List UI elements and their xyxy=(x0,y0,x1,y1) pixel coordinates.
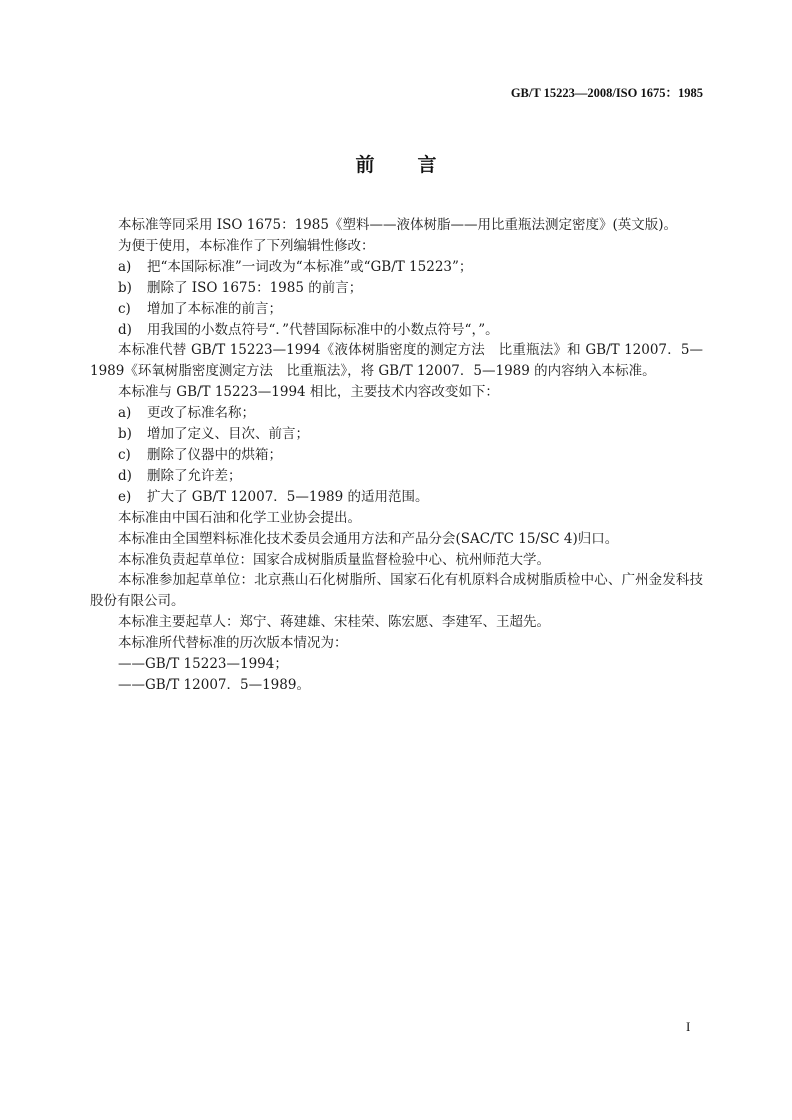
foreword-body xyxy=(90,215,703,696)
list-item-text: 用我国的小数点符号“．”代替国际标准中的小数点符号“，”。 xyxy=(147,321,499,338)
list-item-text: 删除了允许差； xyxy=(147,467,242,484)
proposed-by-paragraph: 本标准由中国石油和化学工业协会提出。 xyxy=(118,509,361,526)
list-item-label: a) xyxy=(118,405,132,422)
list-item xyxy=(90,257,703,278)
page-number: I xyxy=(686,1019,691,1034)
list-item xyxy=(90,278,703,299)
history-item: ——GB/T 15223—1994； xyxy=(118,656,288,673)
list-item-label: a) xyxy=(118,258,132,275)
list-item xyxy=(90,299,703,320)
drafters-paragraph: 本标准主要起草人：郑宁、蒋建雄、宋桂荣、陈宏愿、李建军、王超先。 xyxy=(118,614,550,631)
list-item-text: 增加了定义、目次、前言； xyxy=(147,426,309,443)
standard-code-header: GB/T 15223—2008/ISO 1675：1985 xyxy=(510,86,703,100)
list-item xyxy=(90,403,703,424)
adoption-paragraph: 本标准等同采用 ISO 1675：1985《塑料——液体树脂——用比重瓶法测定密度》(英文版)。 xyxy=(118,217,677,233)
changes-note-paragraph: 本标准与 GB/T 15223—1994 相比，主要技术内容改变如下： xyxy=(118,384,499,401)
list-item xyxy=(90,445,703,466)
list-item xyxy=(90,320,703,341)
list-item-label: d) xyxy=(118,321,132,338)
history-item: ——GB/T 12007．5—1989。 xyxy=(118,676,310,693)
replacement-paragraph: 本标准代替 GB/T 15223—1994《液体树脂密度的测定方法 比重瓶法》和 GB/T 12007．5—1989《环氧树脂密度测定方法 比重瓶法》，将 GB/T 12007．5—1989 的内容纳入本标准。 xyxy=(90,342,703,380)
list-item-label: e) xyxy=(118,488,132,505)
foreword-title: 前 言 xyxy=(355,154,449,176)
list-item-text: 更改了标准名称； xyxy=(147,405,255,422)
list-item xyxy=(90,487,703,508)
list-item-label: b) xyxy=(118,279,132,296)
list-item-text: 增加了本标准的前言； xyxy=(147,300,282,317)
edit-note-paragraph: 为便于使用，本标准作了下列编辑性修改： xyxy=(118,237,375,254)
list-item-label: c) xyxy=(118,300,131,317)
list-item-text: 删除了 ISO 1675：1985 的前言； xyxy=(147,279,363,296)
history-note-paragraph: 本标准所代替标准的历次版本情况为： xyxy=(118,635,348,652)
list-item-label: d) xyxy=(118,467,132,484)
list-item-text: 把“本国际标准”一词改为“本标准”或“GB/T 15223”； xyxy=(147,258,473,275)
managed-by-paragraph: 本标准由全国塑料标准化技术委员会通用方法和产品分会(SAC/TC 15/SC 4)归口。 xyxy=(118,530,619,547)
list-item-label: c) xyxy=(118,446,131,463)
list-item-text: 删除了仪器中的烘箱； xyxy=(147,446,282,463)
list-item-text: 扩大了 GB/T 12007．5—1989 的适用范围。 xyxy=(147,488,429,505)
participating-units-paragraph: 本标准参加起草单位：北京燕山石化树脂所、国家石化有机原料合成树脂质检中心、广州金发科技股份有限公司。 xyxy=(90,572,703,610)
list-item xyxy=(90,424,703,445)
list-item xyxy=(90,466,703,487)
drafting-unit-paragraph: 本标准负责起草单位：国家合成树脂质量监督检验中心、杭州师范大学。 xyxy=(118,551,550,568)
list-item-label: b) xyxy=(118,426,132,443)
